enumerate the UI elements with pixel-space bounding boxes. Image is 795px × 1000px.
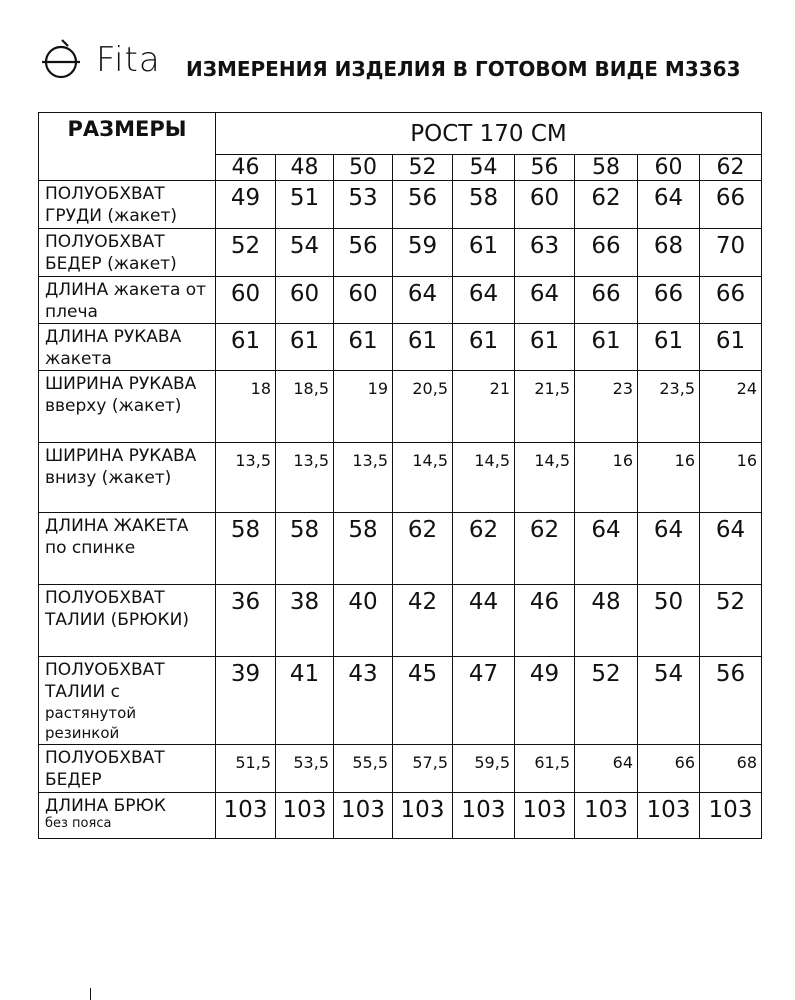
value-cell: 103 xyxy=(276,793,334,839)
value-cell: 61 xyxy=(453,229,515,277)
row-label xyxy=(39,181,216,229)
value-cell: 49 xyxy=(515,657,575,745)
value-cell: 64 xyxy=(638,513,700,585)
row-label-text: ПОЛУОБХВАТ ГРУДИ (жакет) xyxy=(45,184,178,226)
value-cell: 61 xyxy=(216,324,276,371)
value-cell: 103 xyxy=(393,793,453,839)
value-cell: 62 xyxy=(575,181,638,229)
value-cell: 23 xyxy=(575,371,638,443)
value-cell: 46 xyxy=(515,585,575,657)
value-cell: 58 xyxy=(334,513,393,585)
size-header-cell: 56 xyxy=(515,155,575,181)
value-cell: 61 xyxy=(393,324,453,371)
row-label-text: ДЛИНА РУКАВА жакета xyxy=(45,327,182,369)
value-cell: 59 xyxy=(393,229,453,277)
value-cell: 13,5 xyxy=(216,443,276,513)
value-cell: 61 xyxy=(700,324,762,371)
value-cell: 47 xyxy=(453,657,515,745)
value-cell: 103 xyxy=(638,793,700,839)
value-cell: 24 xyxy=(700,371,762,443)
value-cell: 103 xyxy=(216,793,276,839)
value-cell: 103 xyxy=(453,793,515,839)
table-row xyxy=(39,229,762,277)
page-title: ИЗМЕРЕНИЯ ИЗДЕЛИЯ В ГОТОВОМ ВИДЕ М3363 xyxy=(186,57,741,81)
value-cell: 61 xyxy=(334,324,393,371)
value-cell: 45 xyxy=(393,657,453,745)
size-header-cell: 50 xyxy=(334,155,393,181)
value-cell: 103 xyxy=(515,793,575,839)
row-label xyxy=(39,229,216,277)
value-cell: 21 xyxy=(453,371,515,443)
row-label-text: ДЛИНА жакета от плеча xyxy=(45,280,207,322)
value-cell: 14,5 xyxy=(515,443,575,513)
value-cell: 58 xyxy=(453,181,515,229)
value-cell: 70 xyxy=(700,229,762,277)
value-cell: 66 xyxy=(638,745,700,793)
value-cell: 60 xyxy=(216,277,276,324)
size-header-cell: 48 xyxy=(276,155,334,181)
value-cell: 62 xyxy=(393,513,453,585)
value-cell: 13,5 xyxy=(276,443,334,513)
row-label-note: растянутой резинкой xyxy=(45,704,137,742)
row-label-text: ДЛИНА БРЮК xyxy=(45,796,166,816)
value-cell: 48 xyxy=(575,585,638,657)
value-cell: 64 xyxy=(453,277,515,324)
size-header-cell: 54 xyxy=(453,155,515,181)
value-cell: 57,5 xyxy=(393,745,453,793)
value-cell: 50 xyxy=(638,585,700,657)
value-cell: 41 xyxy=(276,657,334,745)
value-cell: 61 xyxy=(515,324,575,371)
footer-mark xyxy=(90,988,91,1000)
value-cell: 66 xyxy=(638,277,700,324)
value-cell: 68 xyxy=(638,229,700,277)
value-cell: 16 xyxy=(575,443,638,513)
row-label xyxy=(39,324,216,371)
table-row xyxy=(39,443,762,513)
size-header-cell: 60 xyxy=(638,155,700,181)
value-cell: 18 xyxy=(216,371,276,443)
value-cell: 43 xyxy=(334,657,393,745)
logo-text: Fita xyxy=(96,40,161,80)
value-cell: 44 xyxy=(453,585,515,657)
value-cell: 61 xyxy=(453,324,515,371)
value-cell: 64 xyxy=(515,277,575,324)
table-row xyxy=(39,745,762,793)
value-cell: 18,5 xyxy=(276,371,334,443)
value-cell: 56 xyxy=(700,657,762,745)
table-row xyxy=(39,657,762,745)
value-cell: 42 xyxy=(393,585,453,657)
value-cell: 19 xyxy=(334,371,393,443)
value-cell: 39 xyxy=(216,657,276,745)
row-label xyxy=(39,793,216,839)
value-cell: 68 xyxy=(700,745,762,793)
table-row xyxy=(39,324,762,371)
value-cell: 49 xyxy=(216,181,276,229)
row-label xyxy=(39,585,216,657)
value-cell: 58 xyxy=(216,513,276,585)
value-cell: 40 xyxy=(334,585,393,657)
table-row xyxy=(39,181,762,229)
value-cell: 16 xyxy=(700,443,762,513)
value-cell: 59,5 xyxy=(453,745,515,793)
value-cell: 66 xyxy=(575,277,638,324)
row-label-note: без пояса xyxy=(45,816,112,831)
size-header-cell: 52 xyxy=(393,155,453,181)
value-cell: 61,5 xyxy=(515,745,575,793)
value-cell: 64 xyxy=(575,745,638,793)
value-cell: 60 xyxy=(276,277,334,324)
value-cell: 14,5 xyxy=(453,443,515,513)
value-cell: 66 xyxy=(700,181,762,229)
table-row xyxy=(39,371,762,443)
size-header-cell: 46 xyxy=(216,155,276,181)
row-label-text: ШИРИНА РУКАВА вверху (жакет) xyxy=(45,374,197,416)
value-cell: 36 xyxy=(216,585,276,657)
value-cell: 16 xyxy=(638,443,700,513)
row-label-text: ПОЛУОБХВАТ БЕДЕР (жакет) xyxy=(45,232,177,274)
row-label xyxy=(39,277,216,324)
value-cell: 14,5 xyxy=(393,443,453,513)
value-cell: 60 xyxy=(515,181,575,229)
value-cell: 64 xyxy=(638,181,700,229)
value-cell: 103 xyxy=(334,793,393,839)
row-label-text: ДЛИНА ЖАКЕТА по спинке xyxy=(45,516,189,558)
height-header: РОСТ 170 СМ xyxy=(216,113,762,155)
row-label-text: ПОЛУОБХВАТ ТАЛИИ с xyxy=(45,660,165,702)
value-cell: 63 xyxy=(515,229,575,277)
value-cell: 62 xyxy=(453,513,515,585)
sizes-header: РАЗМЕРЫ xyxy=(39,113,216,181)
size-header-cell: 58 xyxy=(575,155,638,181)
value-cell: 21,5 xyxy=(515,371,575,443)
value-cell: 103 xyxy=(700,793,762,839)
value-cell: 53,5 xyxy=(276,745,334,793)
row-label xyxy=(39,371,216,443)
value-cell: 54 xyxy=(276,229,334,277)
value-cell: 64 xyxy=(700,513,762,585)
value-cell: 61 xyxy=(276,324,334,371)
row-label-text: ПОЛУОБХВАТ ТАЛИИ (БРЮКИ) xyxy=(45,588,189,630)
value-cell: 62 xyxy=(515,513,575,585)
value-cell: 56 xyxy=(393,181,453,229)
value-cell: 51 xyxy=(276,181,334,229)
row-label xyxy=(39,657,216,745)
value-cell: 51,5 xyxy=(216,745,276,793)
value-cell: 61 xyxy=(575,324,638,371)
table-body xyxy=(39,181,762,839)
value-cell: 56 xyxy=(334,229,393,277)
table-row xyxy=(39,793,762,839)
row-label-text: ШИРИНА РУКАВА внизу (жакет) xyxy=(45,446,197,488)
row-label xyxy=(39,513,216,585)
row-label-text: ПОЛУОБХВАТ БЕДЕР xyxy=(45,748,165,790)
value-cell: 53 xyxy=(334,181,393,229)
value-cell: 103 xyxy=(575,793,638,839)
row-label xyxy=(39,443,216,513)
value-cell: 66 xyxy=(700,277,762,324)
value-cell: 23,5 xyxy=(638,371,700,443)
value-cell: 60 xyxy=(334,277,393,324)
size-table xyxy=(38,112,762,839)
value-cell: 64 xyxy=(393,277,453,324)
value-cell: 61 xyxy=(638,324,700,371)
value-cell: 20,5 xyxy=(393,371,453,443)
value-cell: 52 xyxy=(216,229,276,277)
row-label xyxy=(39,745,216,793)
table-row xyxy=(39,513,762,585)
value-cell: 52 xyxy=(575,657,638,745)
value-cell: 58 xyxy=(276,513,334,585)
value-cell: 55,5 xyxy=(334,745,393,793)
value-cell: 13,5 xyxy=(334,443,393,513)
size-header-cell: 62 xyxy=(700,155,762,181)
value-cell: 66 xyxy=(575,229,638,277)
table-row xyxy=(39,277,762,324)
brand-logo xyxy=(40,38,170,82)
value-cell: 38 xyxy=(276,585,334,657)
fita-logo-icon xyxy=(40,38,90,82)
value-cell: 54 xyxy=(638,657,700,745)
table-row xyxy=(39,585,762,657)
value-cell: 52 xyxy=(700,585,762,657)
value-cell: 64 xyxy=(575,513,638,585)
